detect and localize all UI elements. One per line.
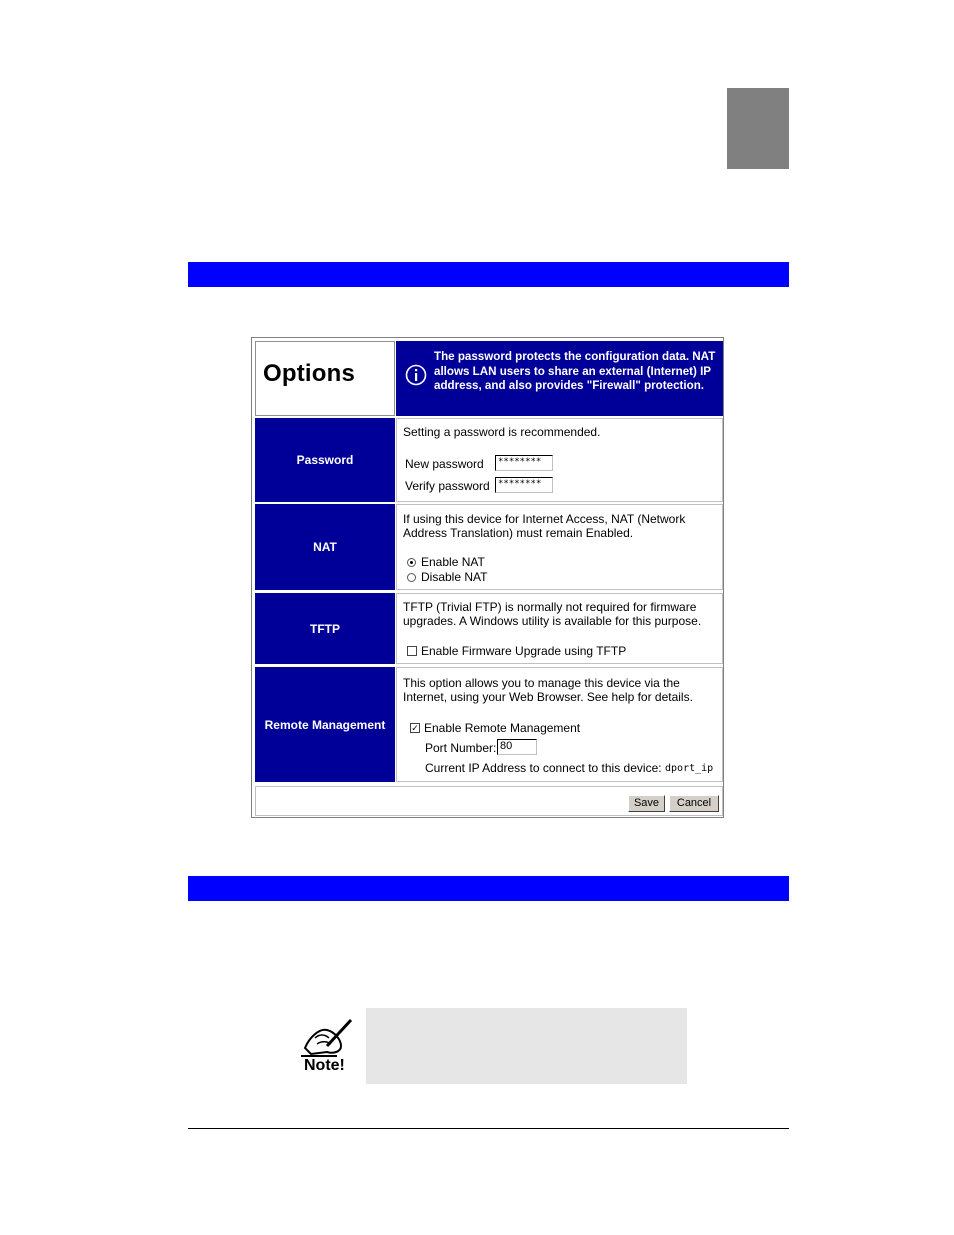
password-label: Password [255, 418, 395, 502]
info-icon [405, 364, 427, 386]
remote-management-checkbox[interactable]: ✓ [411, 723, 419, 733]
nat-section [396, 504, 723, 590]
nat-label: NAT [255, 504, 395, 590]
remote-description-line1: This option allows you to manage this device via the [403, 676, 680, 690]
password-intro: Setting a password is recommended. [403, 425, 601, 439]
remote-management-checkbox-label: Enable Remote Management [424, 721, 581, 735]
section-heading-bar [188, 262, 789, 287]
verify-password-label: Verify password [405, 479, 490, 493]
disable-nat-label: Disable NAT [421, 570, 488, 584]
nat-description-line1: If using this device for Internet Access, NAT (Network [403, 512, 686, 526]
tftp-description-line2: upgrades. A Windows utility is available for this purpose. [403, 614, 702, 628]
verify-password-field[interactable]: ******** [495, 477, 553, 493]
disable-nat-radio[interactable] [407, 573, 416, 582]
ip-address-label: Current IP Address to connect to this device: [425, 761, 662, 775]
remote-description-line2: Internet, using your Web Browser. See help for details. [403, 690, 693, 704]
remote-management-label: Remote Management [255, 667, 395, 782]
nat-description-line2: Address Translation) must remain Enabled. [403, 526, 634, 540]
help-panel [396, 341, 723, 416]
tftp-description-line1: TFTP (Trivial FTP) is normally not required for firmware [403, 600, 697, 614]
chapter-tab [727, 88, 789, 169]
enable-nat-label: Enable NAT [421, 555, 485, 569]
port-number-field[interactable]: 80 [497, 739, 537, 755]
tftp-checkbox-label: Enable Firmware Upgrade using TFTP [421, 644, 627, 658]
new-password-field[interactable]: ******** [495, 455, 553, 471]
port-number-label: Port Number: [425, 741, 497, 755]
cancel-button[interactable]: Cancel [669, 795, 719, 812]
help-text: The password protects the configuration data. NAT allows LAN users to share an external (Internet) IP address, and also provides "Firewall" protection. [434, 350, 716, 393]
tftp-checkbox[interactable] [407, 646, 417, 656]
note-box [366, 1008, 687, 1084]
page-title: Options [263, 360, 356, 387]
options-button-bar [255, 786, 723, 816]
options-title-cell [255, 341, 395, 416]
save-button[interactable]: Save [628, 795, 665, 812]
tftp-label: TFTP [255, 593, 395, 664]
footer-rule [188, 1128, 789, 1129]
remote-management-section [396, 667, 723, 782]
section-heading-bar-2 [188, 876, 789, 901]
password-section [396, 418, 723, 502]
tftp-section [396, 593, 723, 664]
ip-address-value: dport_ip [665, 763, 714, 774]
note-label: Note! [304, 1057, 345, 1074]
enable-nat-radio[interactable] [407, 558, 416, 567]
options-screenshot [251, 337, 724, 818]
new-password-label: New password [405, 457, 484, 471]
